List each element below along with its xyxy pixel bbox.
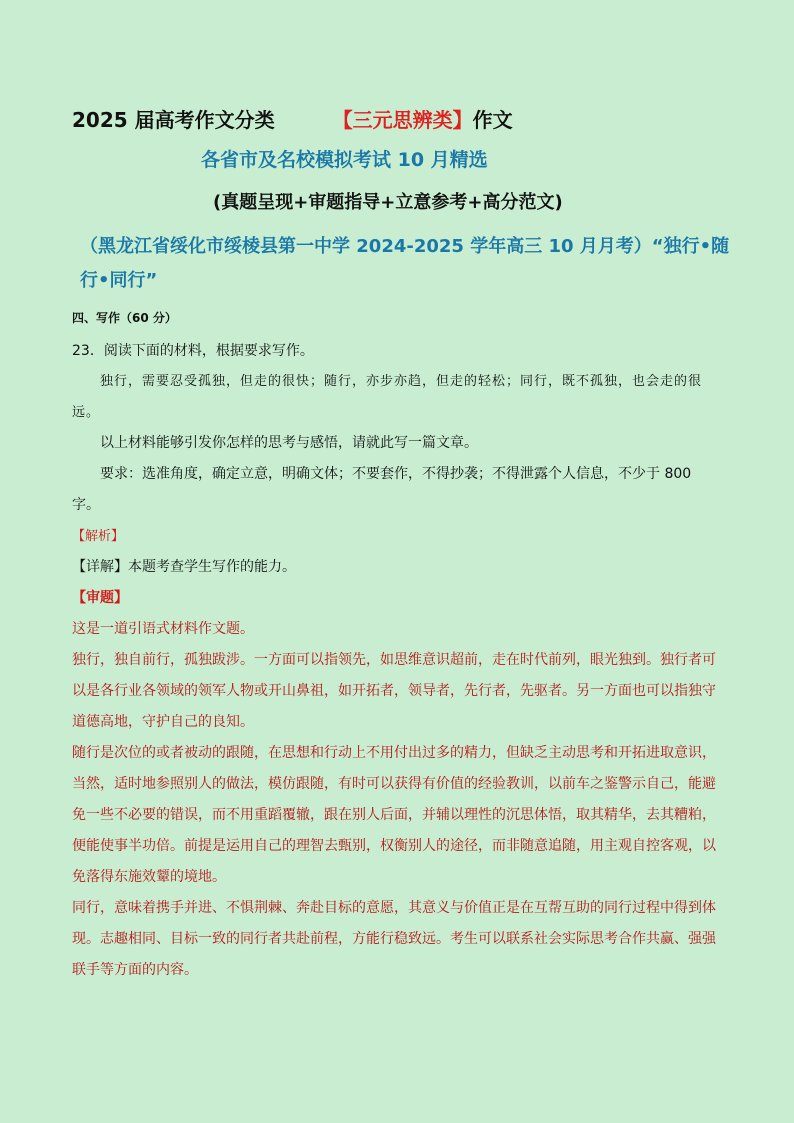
exam-source: （黑龙江省绥化市绥棱县第一中学 2024-2025 学年高三 10 月月考）“独行•随行•同行” <box>80 236 730 291</box>
title-category-tag: 【三元思辨类】 <box>332 108 473 132</box>
review-paragraph-solo: 独行，独自前行，孤独跋涉。一方面可以指领先，如思维意识超前，走在时代前列，眼光独到。独行者可以是各行业各领域的领军人物或开山鼻祖，如开拓者，领导者，先行者，先驱者。另一方面也可以指独守道德高地，守护自己的良知。 <box>72 652 716 730</box>
section-heading: 四、写作（60 分） <box>72 311 177 325</box>
prompt-text: 以上材料能够引发你怎样的思考与感悟，请就此写一篇文章。 <box>100 435 478 451</box>
detail-text: 【详解】本题考查学生写作的能力。 <box>72 559 296 575</box>
review-paragraph-follow: 随行是次位的或者被动的跟随，在思想和行动上不用付出过多的精力，但缺乏主动思考和开拓进取意识，当然，适时地参照别人的做法，模仿跟随，有时可以获得有价值的经验教训，以前车之鉴警示自己，能避免一些不必要的错误，而不用重蹈覆辙，跟在别人后面，并辅以理性的沉思体悟，取其精华，去其糟粕，便能使事半功倍。前提是运用自己的理智去甄别，权衡别人的途径，而非随意追随，用主观自控客观，以免落得东施效颦的境地。 <box>72 745 716 885</box>
review-label: 【审题】 <box>72 590 128 606</box>
sections-line: (真题呈现+审题指导+立意参考+高分范文) <box>213 192 563 213</box>
review-paragraph-together: 同行，意味着携手并进、不惧荆棘、奔赴目标的意愿，其意义与价值正是在互帮互助的同行过程中得到体现。志趣相同、目标一致的同行者共赴前程，方能行稳致远。考生可以联系社会实际思考合作共赢、强强联手等方面的内容。 <box>72 900 716 978</box>
document-title <box>72 104 513 133</box>
question-stem: 23．阅读下面的材料，根据要求写作。 <box>72 343 314 359</box>
title-prefix: 2025 届高考作文分类 <box>72 108 275 132</box>
material-text: 独行，需要忍受孤独，但走的很快；随行，亦步亦趋，但走的轻松；同行，既不孤独，也会走的很远。 <box>72 374 703 420</box>
document-subtitle: 各省市及名校模拟考试 10 月精选 <box>201 149 488 171</box>
title-suffix: 作文 <box>472 108 513 132</box>
review-intro: 这是一道引语式材料作文题。 <box>72 621 254 637</box>
requirements-text: 要求：选准角度，确定立意，明确文体；不要套作，不得抄袭；不得泄露个人信息，不少于 800 字。 <box>72 466 692 513</box>
analysis-label: 【解析】 <box>72 529 125 544</box>
